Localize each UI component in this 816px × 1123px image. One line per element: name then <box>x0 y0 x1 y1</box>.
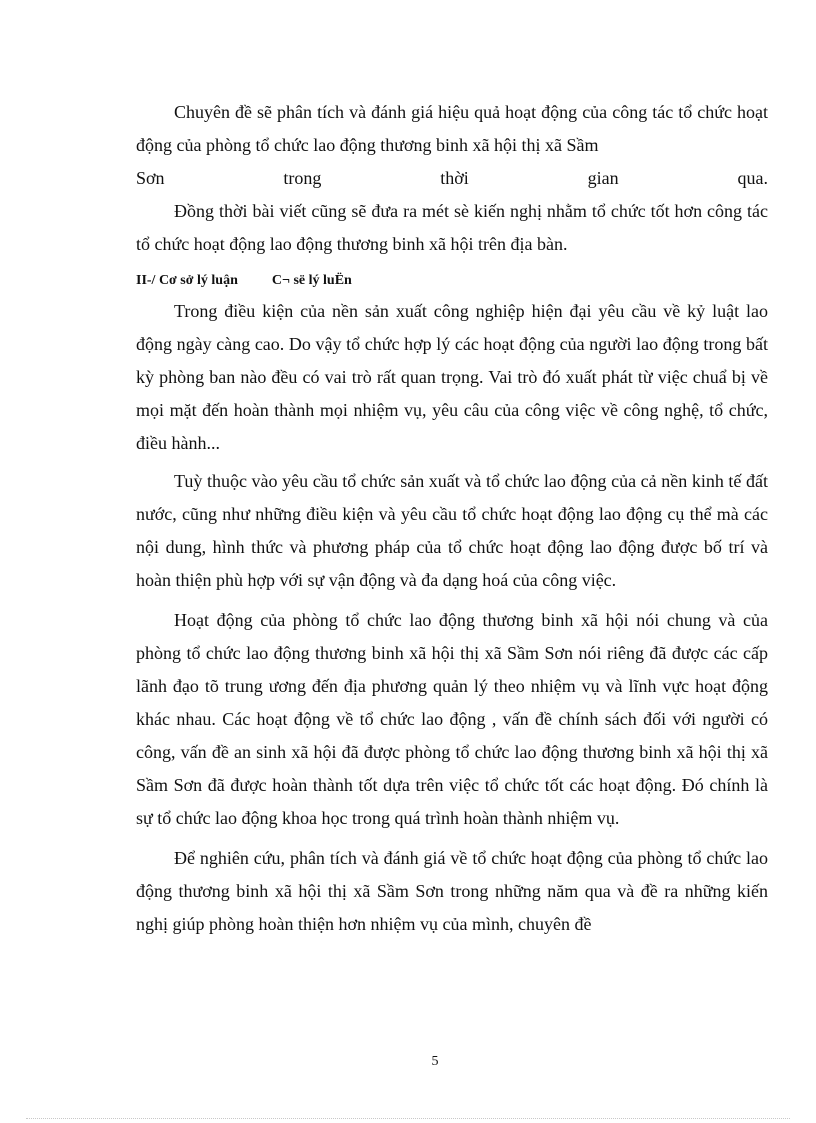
paragraph-body-2 <box>136 465 768 597</box>
paragraph-intro-last-line <box>136 162 768 195</box>
page-bottom-divider <box>26 1118 790 1119</box>
page-number: 5 <box>431 1054 439 1069</box>
paragraph-body-4-text: Để nghiên cứu, phân tích và đánh giá về tổ chức hoạt động của phòng tổ chức lao động thương binh xã hội thị xã Sầm Sơn trong những năm qua và đề ra những kiến nghị giúp phòng hoàn thiện hơn nhiệm vụ của mình, chuyên đề <box>136 848 768 934</box>
paragraph-body-1-text: Trong điều kiện của nền sản xuất công nghiệp hiện đại yêu cầu về kỷ luật lao động ngày càng cao. Do vậy tổ chức hợp lý các hoạt động của người lao động trong bất kỳ phòng ban nào đều có vai trò rất quan trọng. Vai trò đó xuất phát từ việc chuẩ bị về mọi mặt đến hoàn thành mọi nhiệm vụ, yêu câu của công việc về công nghệ, tổ chức, điều hành... <box>136 301 768 453</box>
section-heading-garbled: C¬ së lý luËn <box>271 273 352 288</box>
paragraph-intro-last-line-text: Sơn trong thời gian qua. <box>136 168 768 188</box>
page-content <box>136 96 768 941</box>
paragraph-intro-text: Chuyên đề sẽ phân tích và đánh giá hiệu quả hoạt động của công tác tổ chức hoạt động của phòng tổ chức lao động thương binh xã hội thị xã Sầm <box>136 102 768 155</box>
paragraph-body-1 <box>136 295 768 460</box>
paragraph-body-3 <box>136 604 768 835</box>
paragraph-body-4 <box>136 842 768 941</box>
paragraph-body-2-text: Tuỳ thuộc vào yêu cầu tổ chức sản xuất và tổ chức lao động của cả nền kinh tế đất nước, cũng như những điều kiện và yêu cầu tổ chức hoạt động lao động cụ thể mà các nội dung, hình thức và phương pháp của tổ chức hoạt động lao động được bố trí và hoàn thiện phù hợp với sự vận động và đa dạng hoá của công việc. <box>136 471 768 590</box>
paragraph-body-3-text: Hoạt động của phòng tổ chức lao động thương binh xã hội nói chung và của phòng tổ chức lao động thương binh xã hội thị xã Sầm Sơn nói riêng đã được các cấp lãnh đạo tõ trung ương đến địa phương quản lý theo nhiệm vụ và lĩnh vực hoạt động khác nhau. Các hoạt động về tổ chức lao động , vấn đề chính sách đối với người có công, vấn đề an sinh xã hội đã được phòng tổ chức lao động thương binh xã hội thị xã Sầm Sơn đã được hoàn thành tốt dựa trên việc tổ chức tốt các hoạt động. Đó chính là sự tổ chức lao động khoa học trong quá trình hoàn thành nhiệm vụ. <box>136 610 768 828</box>
paragraph-recommendation <box>136 195 768 261</box>
section-heading-label: II-/ Cơ sở lý luận <box>136 273 238 288</box>
paragraph-recommendation-text: Đồng thời bài viết cũng sẽ đưa ra mét sè kiến nghị nhằm tổ chức tốt hơn công tác tổ chức hoạt động lao động thương binh xã hội trên địa bàn. <box>136 201 768 254</box>
section-heading <box>136 269 768 293</box>
paragraph-intro <box>136 96 768 162</box>
